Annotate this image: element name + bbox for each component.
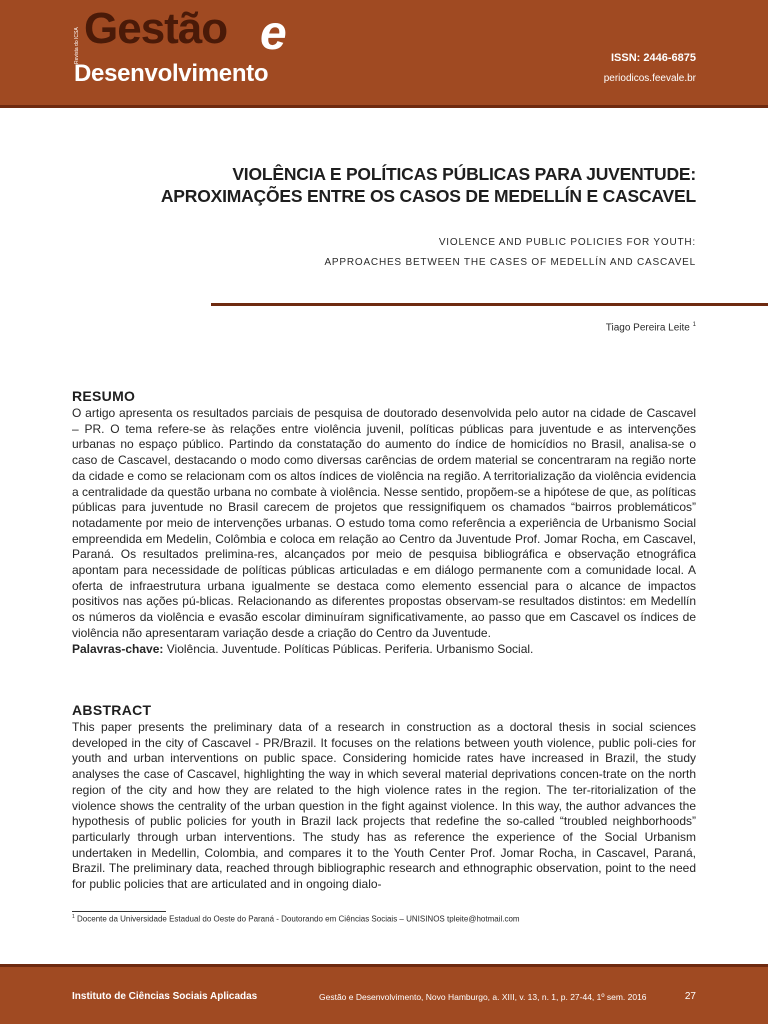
logo-e-text: e xyxy=(260,7,287,60)
footnote-mark: 1 xyxy=(72,914,75,920)
page-footer xyxy=(0,964,768,1024)
article-title-line-1: VIOLÊNCIA E POLÍTICAS PÚBLICAS PARA JUVENTUDE: xyxy=(232,164,696,184)
journal-site-link[interactable]: periodicos.feevale.br xyxy=(603,73,696,84)
article-title xyxy=(72,163,696,207)
subtitle-line-2: APPROACHES BETWEEN THE CASES OF MEDELLÍN AND CASCAVEL xyxy=(324,257,696,268)
keywords-label: Palavras-chave: xyxy=(72,641,164,656)
author-footnote-mark: 1 xyxy=(692,322,696,328)
resumo-section xyxy=(72,406,696,657)
footer-citation: Gestão e Desenvolvimento, Novo Hamburgo, a. XIII, v. 13, n. 1, p. 27-44, 1º sem. 2016 xyxy=(319,992,647,1002)
article-title-line-2: APROXIMAÇÕES ENTRE OS CASOS DE MEDELLÍN E CASCAVEL xyxy=(160,186,696,206)
logo-main-text: Gestão xyxy=(84,4,228,53)
author-name: Tiago Pereira Leite xyxy=(605,322,690,334)
journal-logo xyxy=(72,4,312,90)
abstract-heading: ABSTRACT xyxy=(72,702,152,718)
issn-label: ISSN: 2446-6875 xyxy=(611,52,696,64)
article-subtitle-english xyxy=(72,233,696,273)
subtitle-line-1: VIOLENCE AND PUBLIC POLICIES FOR YOUTH: xyxy=(438,237,696,248)
logo-sub-text: Desenvolvimento xyxy=(74,60,269,87)
keywords-text: Violência. Juventude. Políticas Públicas. Periferia. Urbanismo Social. xyxy=(166,641,534,656)
keywords-line xyxy=(72,642,696,658)
title-divider xyxy=(211,303,768,306)
resumo-text: O artigo apresenta os resultados parciais de pesquisa de doutorado desenvolvida pelo autor na cidade de Cascavel – PR. O tema refere-se às relações entre violência juvenil, políticas públicas para juventude e as intervenções urbanas no espaço público. Partindo da constatação do aumento do índice de homicídios no Brasil, analisa-se o caso de Cascavel, destacando o modo como diversas carências de ordem material se concentraram na região norte da cidade e como se relacionam com os altos índices de violência na região. A territorialização da violência evidencia a centralidade da questão urbana no combate à violência. Nesse sentido, propõem-se a hipótese de que, as políticas públicas para juventude no Brasil carecem de projetos que ressignifiquem os chamados “bairros problemáticos” notadamente por meio de intervenções urbanas. O estudo toma como referência a experiência de Urbanismo Social empreendida em Medelin, Colômbia e coloca em relação ao Centro da Juventude Prof. Jomar Rocha, em Cascavel, Paraná. Os resultados prelimina-res, alcançados por meio de pesquisa bibliográfica e observação etnográfica apontam para necessidade de políticas públicas articuladas e em diálogo permanente com a comunidade local. A oferta de infraestrutura urbana igualmente se destaca como elemento essencial para o alcance de impactos positivos nas ações pú-blicas. Relacionando as diferentes propostas observam-se resultados distintos: em Medellín os números da violência e evasão escolar diminuíram significativamente, ao passo que em Cascavel os índices de violência não apresentaram variação desde a criação do Centro da Juventude. xyxy=(72,406,696,640)
footnote-divider xyxy=(72,911,166,912)
abstract-text: This paper presents the preliminary data of a research in construction as a doctoral thesis in social sciences developed in the city of Cascavel - PR/Brazil. It focuses on the relations between youth violence, public poli-cies for youth and urban interventions on public space. Considering homicide rates have increased in Brazil, the study analyses the case of Cascavel, highlighting the way in which several material deprivations concen-trate on the north region of the city and how they are related to the high violence rates in the region. The ter-ritorialization of the violence shows the centrality of the urban question in the fight against violence. In this way, the author advances the hypothesis of public policies for youth in Brazil lack projects that redefine the so-called “troubled neighborhoods” particularly through urban interventions. The study has as reference the experience of the Social Urbanism undertaken in Medellin, Colombia, and compares it to the Youth Center Prof. Jomar Rocha, in Cascavel, Paraná, Brazil. The preliminary data, reached through bibliographic research and ethnographic observation, point to the need for public policies that are articulated and in ongoing dialo- xyxy=(72,720,696,892)
footer-institute: Instituto de Ciências Sociais Aplicadas xyxy=(72,991,258,1002)
footnote-text: Docente da Universidade Estadual do Oeste do Paraná - Doutorando em Ciências Sociais – UNISINOS tpleite@hotmail.com xyxy=(77,914,520,924)
logo-vertical-text: Revista do ICSA xyxy=(74,27,80,64)
page-number: 27 xyxy=(684,991,696,1002)
author-line xyxy=(606,322,696,333)
resumo-heading: RESUMO xyxy=(72,388,136,404)
journal-header xyxy=(0,0,768,108)
footnote xyxy=(72,914,520,924)
